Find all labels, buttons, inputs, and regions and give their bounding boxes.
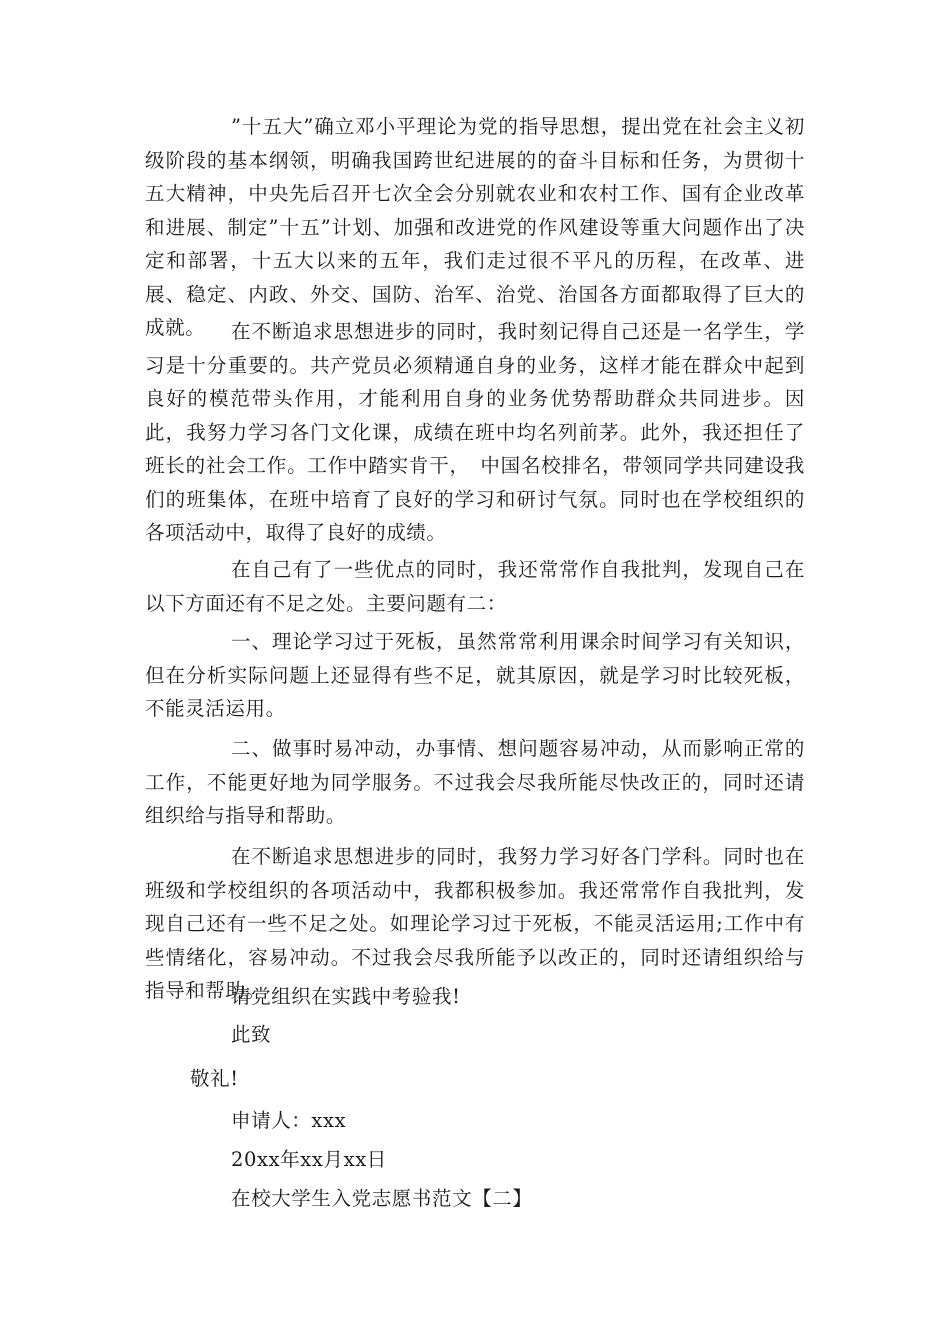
paragraph-2: 在不断追求思想进步的同时，我时刻记得自己还是一名学生，学习是十分重要的。共产党员必须精通自身的业务，这样才能在群众中起到良好的模范带头作用，才能利用自身的业务优势帮助群众共同进步。因此，我努力学习各门文化课，成绩在班中均名列前茅。此外，我还担任了班长的社会工作。工作中踏实肯干， 中国名校排名，带领同学共同建设我们的班集体，在班中培育了良好的学习和研讨气氛。同时也在学校组织的各项活动中，取得了良好的成绩。: [145, 320, 805, 544]
paragraph-1: ”十五大”确立邓小平理论为党的指导思想，提出党在社会主义初级阶段的基本纲领，明确我国跨世纪进展的的奋斗目标和任务，为贯彻十五大精神，中央先后召开七次全会分别就农业和农村工作、国有企业改革和进展、制定”十五”计划、加强和改进党的作风建设等重大问题作出了决定和部署，十五大以来的五年，我们走过很不平凡的历程，在改革、进展、稳定、内政、外交、国防、治军、治党、治国各方面都取得了巨大的成就。: [145, 115, 805, 339]
paragraph-5: 二、做事时易冲动，办事情、想问题容易冲动，从而影响正常的工作，不能更好地为同学服务。不过我会尽我所能尽快改正的，同时还请组织给与指导和帮助。: [145, 737, 805, 827]
closing-line: 请党组织在实践中考验我!: [231, 985, 461, 1008]
paragraph-3: 在自己有了一些优点的同时，我还常常作自我批判，发现自己在以下方面还有不足之处。主要问题有二：: [145, 558, 805, 615]
paragraph-4: 一、理论学习过于死板，虽然常常利用课余时间学习有关知识，但在分析实际问题上还显得有些不足，就其原因，就是学习时比较死板，不能灵活运用。: [145, 630, 805, 720]
regards-line: 敬礼!: [190, 1067, 239, 1090]
salutation-line: 此致: [231, 1023, 272, 1046]
next-section-title: 在校大学生入党志愿书范文【二】: [231, 1187, 533, 1210]
paragraph-6: 在不断追求思想进步的同时，我努力学习好各门学科。同时也在班级和学校组织的各项活动中，我都积极参加。我还常常作自我批判，发现自己还有一些不足之处。如理论学习过于死板，不能灵活运用;工作中有些情绪化，容易冲动。不过我会尽我所能予以改正的，同时还请组织给与指导和帮助。: [145, 845, 805, 1002]
applicant-line: 申请人：xxx: [231, 1109, 347, 1132]
date-line: 20xx年xx月xx日: [231, 1148, 387, 1171]
